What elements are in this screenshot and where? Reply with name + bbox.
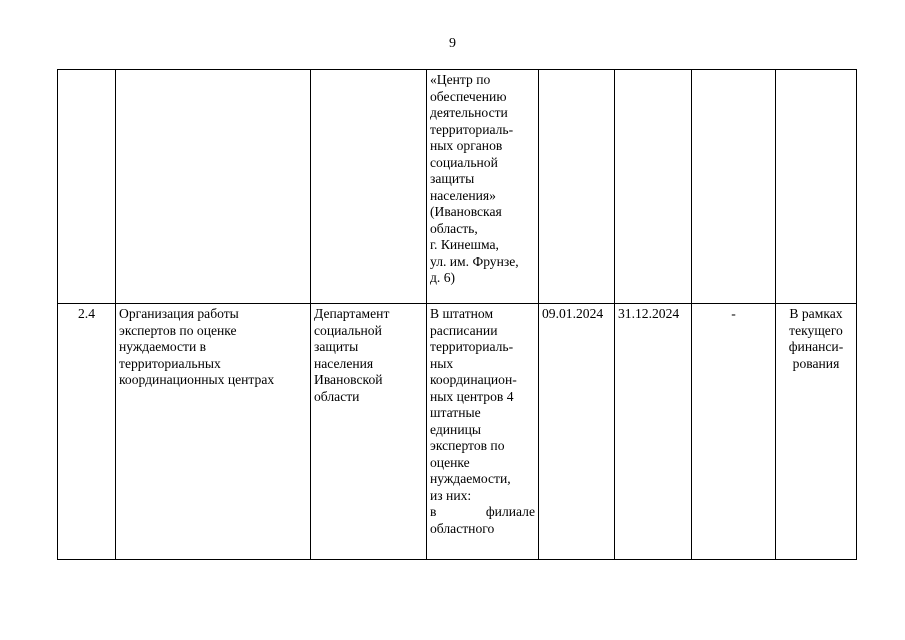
result-line: координацион- <box>430 372 517 387</box>
executor-line: защиты <box>314 339 359 354</box>
cell-amount: - <box>692 304 776 560</box>
result-line: социальной <box>430 154 498 170</box>
result-line: ул. им. Фрунзе, <box>430 253 519 269</box>
cell-event <box>116 304 311 560</box>
result-line: расписании <box>430 322 498 338</box>
cell-amount <box>692 70 776 304</box>
result-line: В штатном <box>430 306 494 321</box>
cell-number <box>58 70 116 304</box>
result-line: (Ивановская <box>430 204 502 219</box>
source-line: текущего <box>789 322 843 338</box>
result-line: экспертов по <box>430 438 505 453</box>
cell-result <box>427 70 539 304</box>
cell-executor <box>311 304 427 560</box>
source-line: рования <box>792 355 840 371</box>
executor-line: Ивановской <box>314 372 383 387</box>
table-row <box>58 70 857 304</box>
cell-source <box>776 304 857 560</box>
cell-end-date: 31.12.2024 <box>615 304 692 560</box>
source-line: финанси- <box>788 339 844 354</box>
result-line: областного <box>430 520 495 536</box>
event-line: территориальных <box>119 355 221 371</box>
result-line: населения» <box>430 187 496 203</box>
result-line: территориаль- <box>430 121 514 137</box>
cell-executor <box>311 70 427 304</box>
result-line: область, <box>430 220 478 236</box>
result-line: ных органов <box>430 138 503 153</box>
executor-line: области <box>314 388 360 404</box>
result-line: обеспечению <box>430 88 507 104</box>
result-word: в <box>430 504 437 519</box>
event-line: экспертов по оценке <box>119 322 237 338</box>
cell-number: 2.4 <box>58 304 116 560</box>
source-line: В рамках <box>789 306 843 321</box>
plan-table <box>57 69 857 560</box>
result-word: филиале <box>485 504 535 519</box>
result-line: д. 6) <box>430 270 456 285</box>
result-line: оценке <box>430 454 470 470</box>
result-line: ных центров 4 <box>430 388 514 404</box>
result-line: «Центр по <box>430 72 491 87</box>
result-line: защиты <box>430 171 475 186</box>
cell-start-date: 09.01.2024 <box>539 304 615 560</box>
result-justified-line <box>430 504 535 521</box>
cell-source <box>776 70 857 304</box>
result-line: нуждаемости, <box>430 471 511 486</box>
cell-end-date <box>615 70 692 304</box>
cell-event <box>116 70 311 304</box>
executor-line: Департамент <box>314 306 390 321</box>
executor-line: социальной <box>314 322 382 338</box>
page-number: 9 <box>449 36 456 51</box>
result-line: деятельности <box>430 105 508 120</box>
event-line: нуждаемости в <box>119 339 207 354</box>
result-line: штатные <box>430 405 481 420</box>
result-line: территориаль- <box>430 339 514 354</box>
event-line: координационных центрах <box>119 372 275 387</box>
cell-result <box>427 304 539 560</box>
result-line: г. Кинешма, <box>430 237 499 252</box>
table-row <box>58 304 857 560</box>
event-line: Организация работы <box>119 306 239 321</box>
result-line: ных <box>430 355 454 371</box>
result-line: из них: <box>430 487 472 503</box>
cell-start-date <box>539 70 615 304</box>
result-line: единицы <box>430 421 482 437</box>
executor-line: населения <box>314 355 374 371</box>
